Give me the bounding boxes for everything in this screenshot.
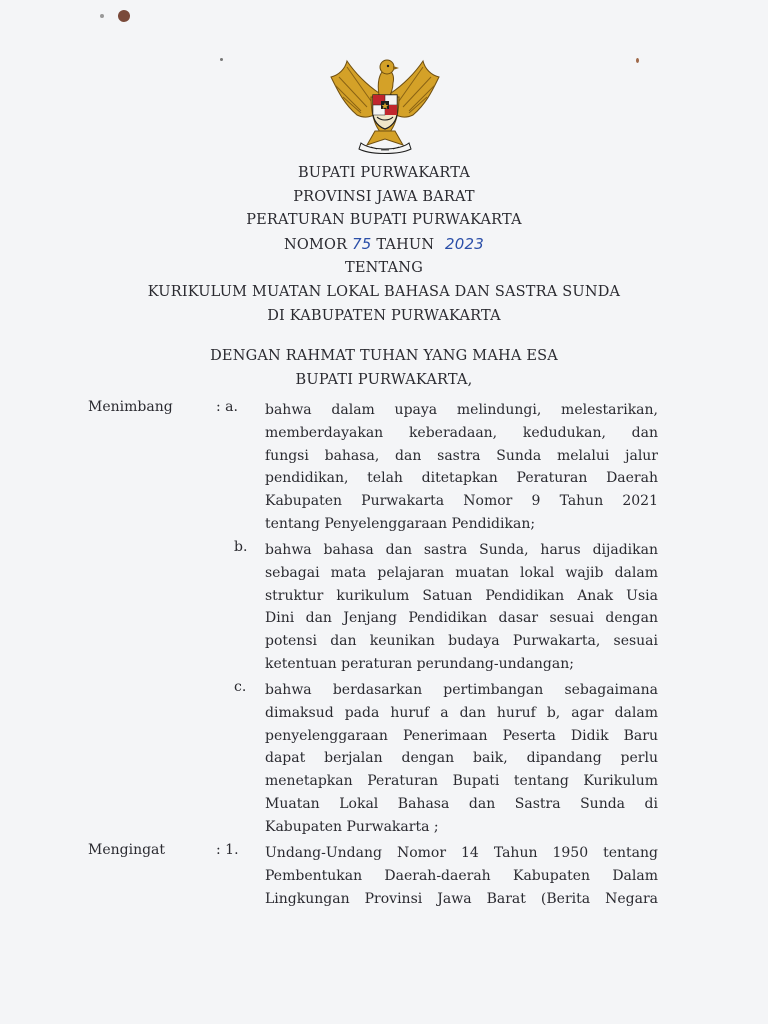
text-line: fungsi bahasa, dan sastra Sunda melalui jalur [265,447,658,464]
tahun-label: TAHUN [376,236,435,253]
text-line: pendidikan, telah ditetapkan Peraturan Daerah [265,470,658,487]
regent-title: BUPATI PURWAKARTA [297,165,471,181]
text-line: dimaksud pada huruf a dan huruf b, agar dalam [265,704,658,721]
mengingat-label: Mengingat [88,842,166,858]
text-line: Kabupaten Purwakarta Nomor 9 Tahun 2021 [265,493,658,510]
regulation-title: PERATURAN BUPATI PURWAKARTA [246,212,522,229]
text-line: bahwa dalam upaya melindungi, melestarikan, [265,402,658,418]
item-marker-1: : 1. [216,842,239,858]
menimbang-item-c [265,679,658,839]
nomor-label: NOMOR [283,236,348,253]
text-line: memberdayakan keberadaan, kedudukan, dan [265,424,658,441]
invocation [100,345,668,392]
text-line: Undang-Undang Nomor 14 Tahun 1950 tentang [265,845,658,861]
text-line: menetapkan Peraturan Bupati tentang Kurikulum [265,773,658,790]
text-line: dapat berjalan dengan baik, dipandang perlu [265,750,658,767]
menimbang-item-a [265,399,658,536]
province-title: PROVINSI JAWA BARAT [293,188,475,205]
text-line: Lingkungan Provinsi Jawa Barat (Berita Negara [265,890,658,907]
tentang-label: TENTANG [345,260,423,277]
item-marker-b: b. [234,539,248,555]
nomor-handwritten: 75 [352,234,372,253]
tahun-handwritten: 2023 [445,234,485,253]
document-header [100,162,668,328]
scan-speck [220,58,223,61]
text-line: potensi dan keunikan budaya Purwakarta, sesuai [265,633,658,650]
text-line: Pembentukan Daerah-daerah Kabupaten Dalam [265,867,658,884]
regulation-number [100,233,668,258]
subject-line-1: KURIKULUM MUATAN LOKAL BAHASA DAN SASTRA SUNDA [147,283,621,300]
text-line: ketentuan peraturan perundang-undangan; [265,655,574,672]
mengingat-item-1 [265,842,658,910]
text-line: Kabupaten Purwakarta ; [265,818,439,835]
garuda-emblem-icon [327,55,443,155]
text-line: bahwa berdasarkan pertimbangan sebagaimana [265,682,658,698]
item-marker-c: c. [234,679,247,695]
scan-speck [636,58,639,63]
text-line: Muatan Lokal Bahasa dan Sastra Sunda di [265,795,658,812]
scan-speck [118,10,130,22]
text-line: bahwa bahasa dan sastra Sunda, harus dijadikan [265,542,658,558]
menimbang-label: Menimbang [88,399,173,415]
invocation-line-2: BUPATI PURWAKARTA, [295,371,473,388]
text-line: sebagai mata pelajaran muatan lokal wajib dalam [265,564,658,581]
text-line: penyelenggaraan Penerimaan Peserta Didik Baru [265,727,658,744]
text-line: Dini dan Jenjang Pendidikan dasar sesuai dengan [265,610,658,627]
text-line: tentang Penyelenggaraan Pendidikan; [265,515,536,532]
text-line: struktur kurikulum Satuan Pendidikan Anak Usia [265,587,658,604]
menimbang-item-b [265,539,658,676]
invocation-line-1: DENGAN RAHMAT TUHAN YANG MAHA ESA [210,348,558,364]
scan-speck [100,14,104,18]
item-marker-a: : a. [216,399,238,415]
subject-line-2: DI KABUPATEN PURWAKARTA [267,307,501,324]
